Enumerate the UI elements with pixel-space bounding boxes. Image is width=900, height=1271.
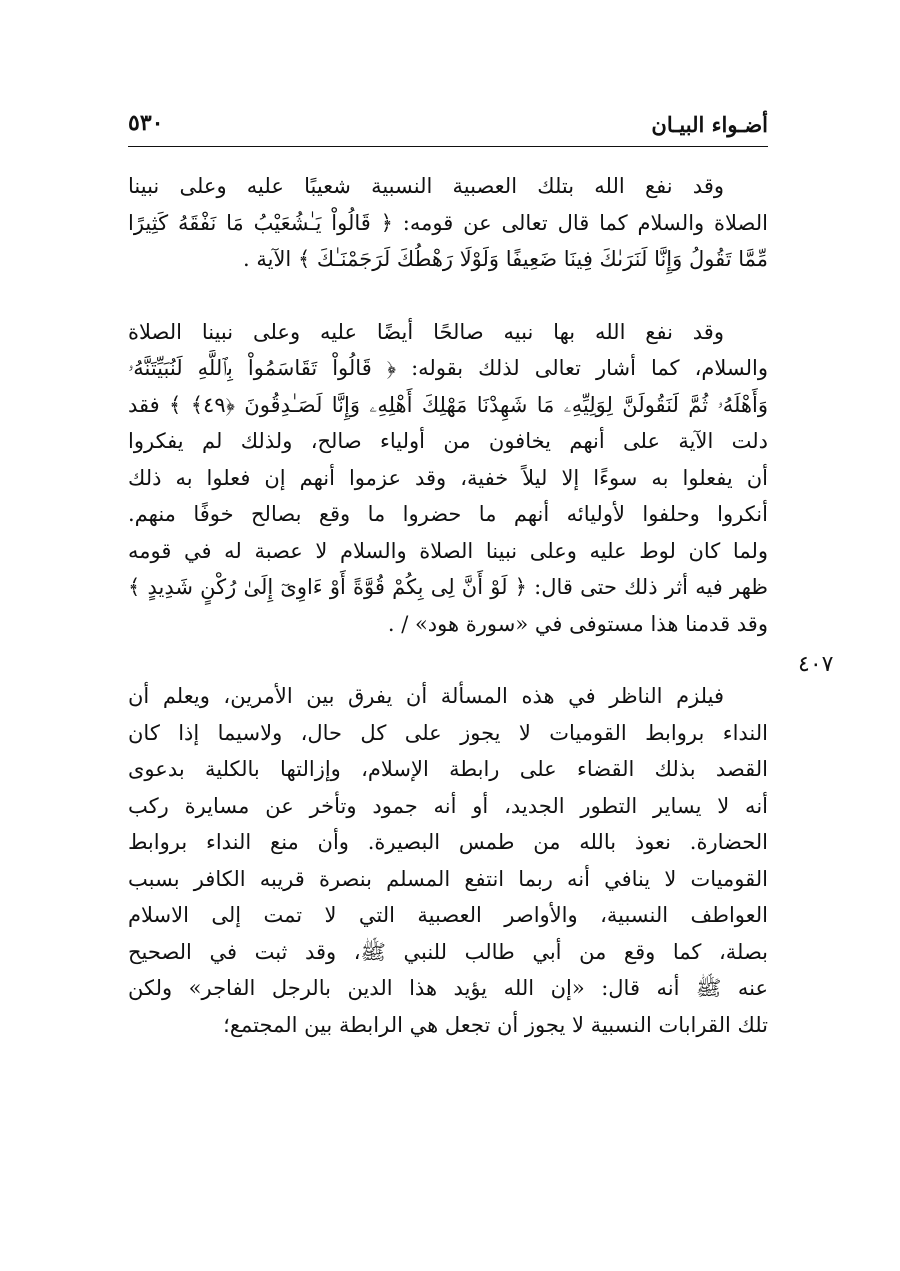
text-line: ولما كان لوط عليه وعلى نبينا الصلاة والسلام لا عصبة له في قومه — [128, 538, 768, 563]
text-line: أنكروا وحلفوا لأوليائه أنهم ما حضروا ما وقع بصالح خوفًا منهم. — [128, 502, 768, 526]
text-line: وقد نفع الله بتلك العصبية النسبية شعيبًا عليه وعلى نبينا — [128, 174, 724, 198]
margin-page-number: ٤٠٧ — [798, 652, 834, 677]
text-line: العواطف النسبية، والأواصر العصبية التي لا تمت إلى الاسلام — [128, 903, 768, 927]
text-line: وقد نفع الله بها نبيه صالحًا أيضًا عليه وعلى نبينا الصلاة — [128, 319, 724, 344]
text-line: تلك القرابات النسبية لا يجوز أن تجعل هي الرابطة بين المجتمع؛ — [223, 1012, 768, 1037]
body-text — [128, 168, 768, 1043]
paragraph-2 — [128, 314, 768, 643]
header-rule — [128, 146, 768, 147]
text-line: والسلام، كما أشار تعالى لذلك بقوله: ﴿ قَالُواْ تَقَاسَمُواْ بِٱللَّهِ لَنُبَيِّتَنَّهُۥ — [128, 356, 768, 380]
text-line: الحضارة. نعوذ بالله من طمس البصيرة. وأن منع النداء بروابط — [128, 830, 768, 854]
paragraph-gap — [128, 278, 768, 314]
text-line: النداء بروابط القوميات لا يجوز على كل حال، ولاسيما إذا كان — [128, 720, 768, 745]
text-line: وَأَهْلَهُۥ ثُمَّ لَنَقُولَنَّ لِوَلِيِّهِۦ مَا شَهِدْنَا مَهْلِكَ أَهْلِهِۦ وَإِنَّا لَصَـٰدِقُونَ ﴿٤٩﴾ ﴾ فقد — [128, 392, 768, 417]
text-line: وقد قدمنا هذا مستوفى في «سورة هود» / . — [387, 611, 768, 636]
text-line: الصلاة والسلام كما قال تعالى عن قومه: ﴿ قَالُواْ يَـٰشُعَيْبُ مَا نَفْقَهُ كَثِيرًا — [128, 210, 768, 235]
text-line: أن يفعلوا به سوءًا إلا ليلاً خفية، وقد عزموا أنهم إن فعلوا به ذلك — [128, 465, 768, 490]
book-title: أضـواء البيـان — [651, 112, 768, 137]
text-line: القصد بذلك القضاء على رابطة الإسلام، وإزالتها بالكلية بدعوى — [128, 757, 768, 781]
paragraph-3 — [128, 678, 768, 1043]
text-line: فيلزم الناظر في هذه المسألة أن يفرق بين الأمرين، ويعلم أن — [128, 684, 724, 708]
page-number: ٥٣٠ — [128, 110, 164, 136]
text-line: بصلة، كما وقع من أبي طالب للنبي ﷺ، وقد ثبت في الصحيح — [128, 939, 768, 964]
paragraph-gap — [128, 642, 768, 678]
text-line: مِّمَّا تَقُولُ وَإِنَّا لَنَرَىٰكَ فِينَا ضَعِيفًا وَلَوْلَا رَهْطُكَ لَرَجَمْنَـٰكَ ﴾ الآية . — [243, 247, 768, 271]
text-line: أنه لا يساير التطور الجديد، أو أنه جمود وتأخر عن مسايرة ركب — [128, 793, 768, 818]
text-line: ظهر فيه أثر ذلك حتى قال: ﴿ لَوْ أَنَّ لِى بِكُمْ قُوَّةً أَوْ ءَاوِىٓ إِلَىٰ رُكْنٍ شَدِيدٍ ﴾ — [128, 575, 768, 599]
paragraph-1 — [128, 168, 768, 278]
text-line: عنه ﷺ أنه قال: «إن الله يؤيد هذا الدين بالرجل الفاجر» ولكن — [128, 976, 768, 1000]
text-line: القوميات لا ينافي أنه ربما انتفع المسلم بنصرة قريبه الكافر بسبب — [128, 866, 768, 891]
running-header — [128, 108, 768, 144]
text-line: دلت الآية على أنهم يخافون من أولياء صالح، ولذلك لم يفكروا — [128, 429, 768, 453]
